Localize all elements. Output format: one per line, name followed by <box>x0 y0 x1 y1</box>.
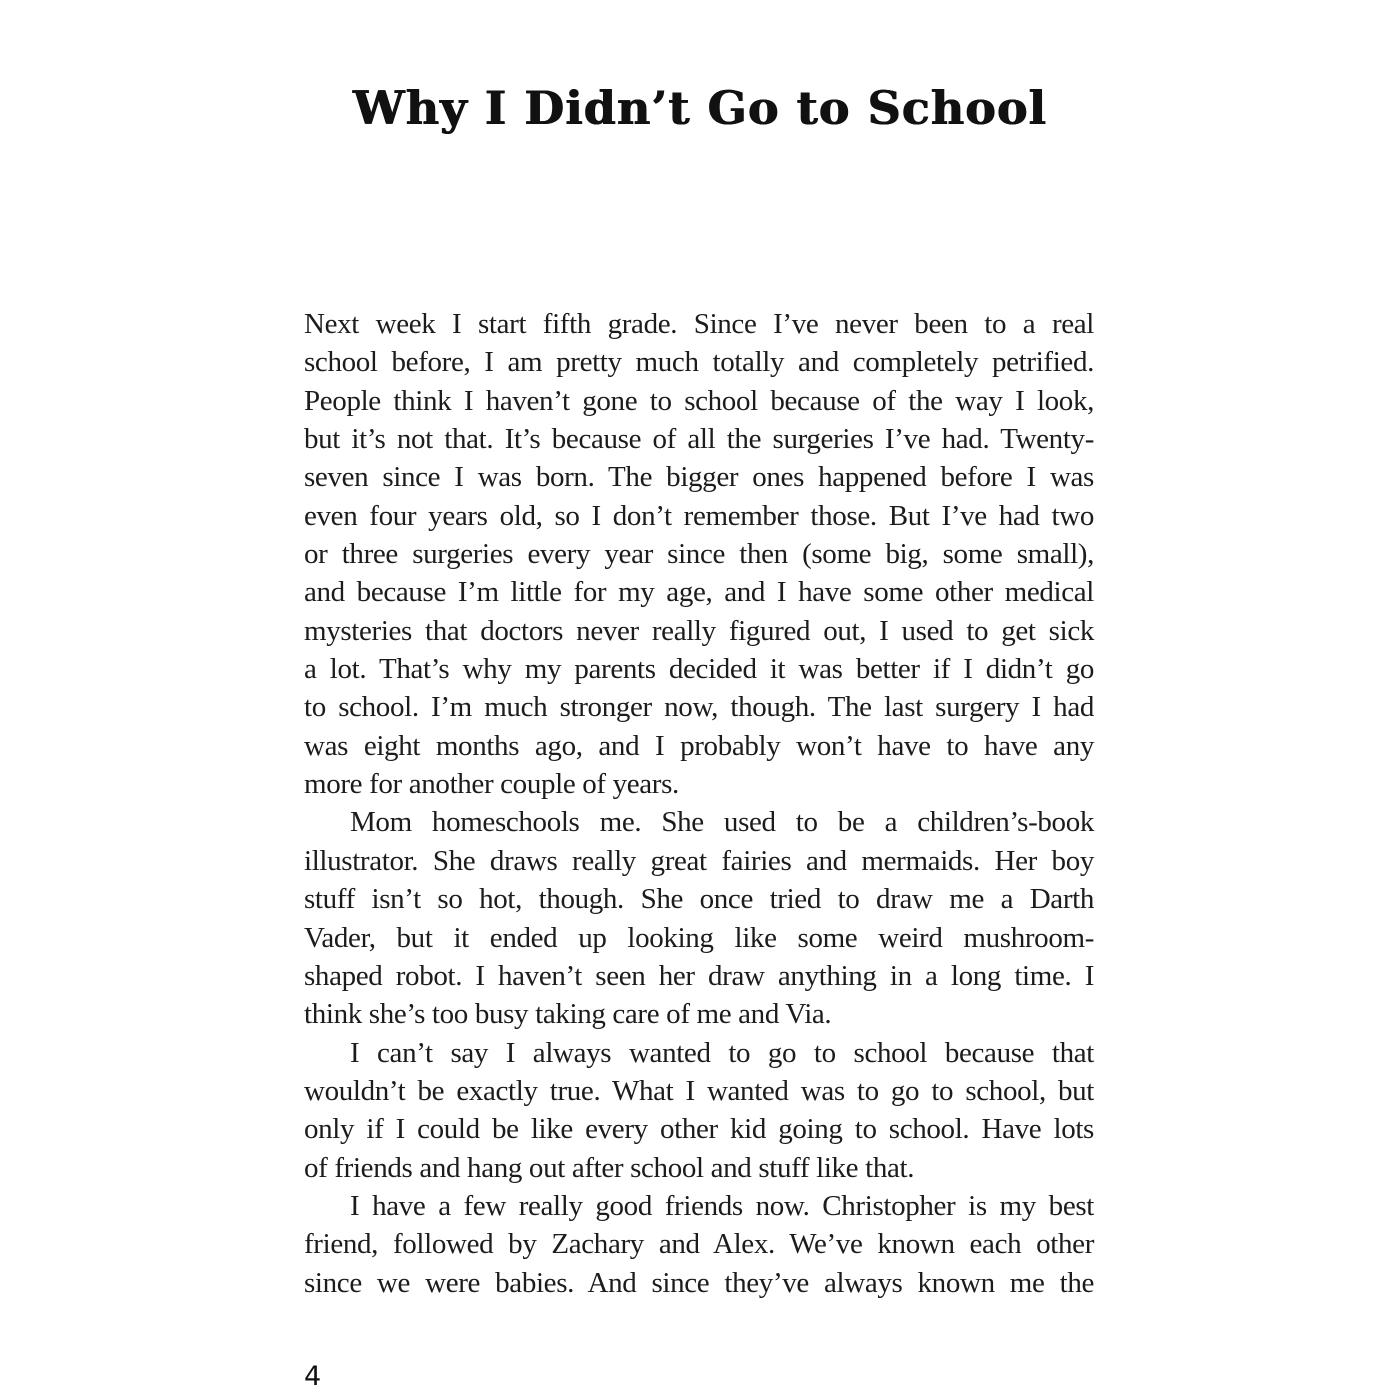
text-line: wouldn’t be exactly true. What I wanted was to go to school, but <box>304 1074 1094 1107</box>
paragraph-2 <box>304 803 1094 1033</box>
chapter-body <box>304 305 1094 1302</box>
text-line: I have a few really good friends now. Christopher is my best <box>350 1189 1094 1222</box>
text-line: to school. I’m much stronger now, though. The last surgery I had <box>304 691 1094 724</box>
text-line: but it’s not that. It’s because of all the surgeries I’ve had. Twenty- <box>304 423 1094 456</box>
chapter-title: Why I Didn’t Go to School <box>352 81 1048 135</box>
text-line: illustrator. She draws really great fairies and mermaids. Her boy <box>304 844 1094 877</box>
text-line: or three surgeries every year since then (some big, some small), <box>304 538 1094 571</box>
paragraph-1 <box>304 305 1094 803</box>
text-line: school before, I am pretty much totally and completely petrified. <box>304 346 1094 379</box>
text-line: friend, followed by Zachary and Alex. We’ve known each other <box>304 1228 1094 1261</box>
text-line: a lot. That’s why my parents decided it was better if I didn’t go <box>304 653 1094 686</box>
text-line: more for another couple of years. <box>304 768 679 801</box>
text-line: seven since I was born. The bigger ones happened before I was <box>304 461 1094 494</box>
text-line: Mom homeschools me. She used to be a children’s-book <box>350 806 1094 839</box>
text-line: shaped robot. I haven’t seen her draw anything in a long time. I <box>304 959 1094 992</box>
text-line: of friends and hang out after school and stuff like that. <box>304 1151 915 1184</box>
text-line: think she’s too busy taking care of me and Via. <box>304 998 832 1031</box>
text-line: since we were babies. And since they’ve always known me the <box>304 1266 1094 1299</box>
text-line: I can’t say I always wanted to go to school because that <box>350 1036 1094 1069</box>
text-line: only if I could be like every other kid going to school. Have lots <box>304 1113 1094 1146</box>
text-line: was eight months ago, and I probably won’t have to have any <box>304 729 1094 762</box>
text-line: Vader, but it ended up looking like some weird mushroom- <box>304 921 1094 954</box>
text-line: Next week I start fifth grade. Since I’ve never been to a real <box>304 308 1094 340</box>
text-line: even four years old, so I don’t remember those. But I’ve had two <box>304 499 1094 532</box>
paragraph-4 <box>304 1187 1094 1302</box>
page-number: 4 <box>304 1361 322 1392</box>
text-line: and because I’m little for my age, and I have some other medical <box>304 576 1094 609</box>
text-line: People think I haven’t gone to school because of the way I look, <box>304 384 1094 417</box>
text-line: mysteries that doctors never really figured out, I used to get sick <box>304 614 1094 647</box>
paragraph-3 <box>304 1034 1094 1187</box>
text-line: stuff isn’t so hot, though. She once tried to draw me a Darth <box>304 883 1094 916</box>
